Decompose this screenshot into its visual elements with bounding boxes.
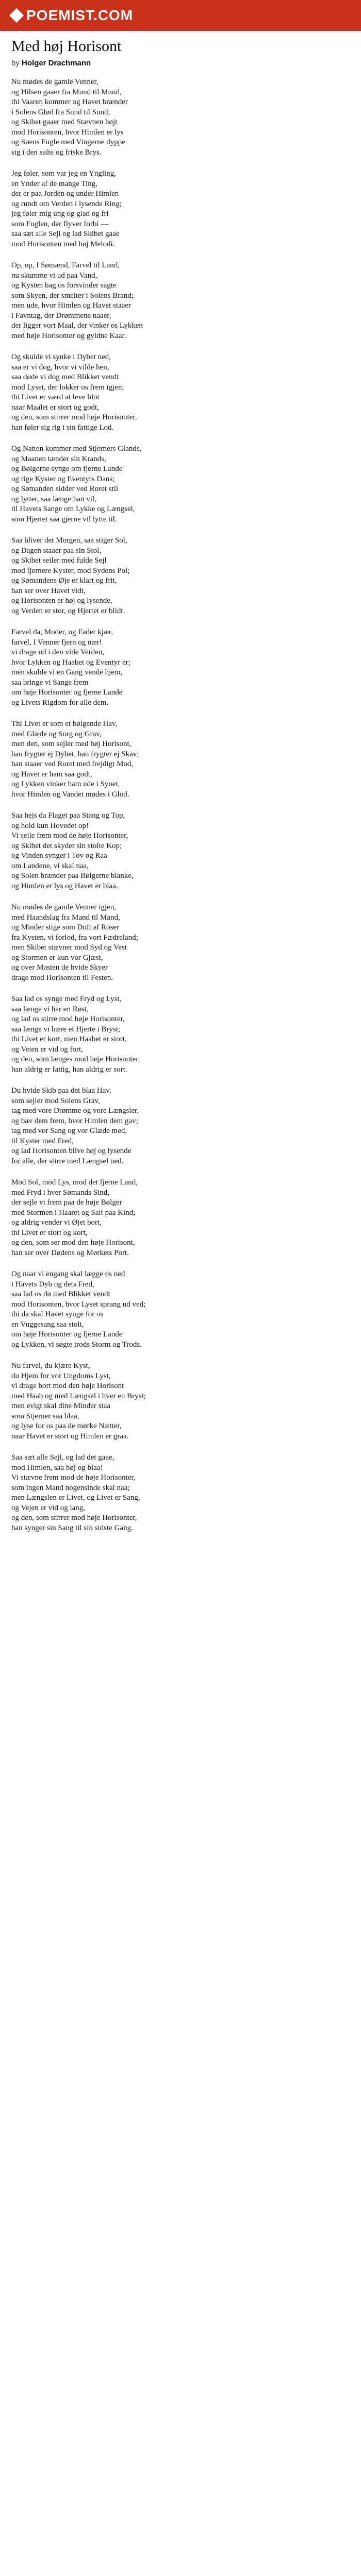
poem-line: Og skulde vi synke i Dybet ned, [11,353,111,361]
poem-line: Op, op, I Sømænd, Farvel til Land, [11,261,120,269]
poem-line: og lad os stirre mod høje Horisonter, [11,1015,125,1023]
poem-stanza [11,77,350,158]
poem-line: og den, som stirrer mod høje Horisonter, [11,1514,137,1522]
poem-line: mod Lyset, der lokker os frem igjen; [11,383,124,392]
poem-line: Vi stævne frem mod de høje Horisonter, [11,1473,136,1482]
poem-line: som Fuglen, der flyver forbi — [11,219,109,228]
poem-line: jeg føler mig ung og glad og fri [11,210,109,218]
poem-line: med høje Horisonter og gyldne Kaar. [11,331,126,340]
poem-stanza [11,444,350,524]
poem-line: men evigt skal dine Minder staa [11,1402,111,1410]
poem-line: thi Livet er værd at leve blot [11,393,100,401]
poem-line: fra Kysten, vi forlod, fra vort Fædreland; [11,933,138,942]
byline-prefix: by [11,59,20,67]
poem-line: thi Vaaren kommer og Havet brænder [11,98,128,106]
poem-line: thi Livet er kort, men Haabet er stort, [11,1035,127,1043]
poem-line: og lytter, saa længe han vil, [11,495,96,503]
poem-line: med Fryd i hver Sømands Sind, [11,1188,109,1197]
poem-line: der ligger vort Maal, der vinker os Lykken [11,321,143,330]
poem-line: saa sæt alle Sejl og lad Skibet gaae [11,230,120,238]
poem-stanza [11,1269,350,1350]
poem-author-link[interactable]: Holger Drachmann [22,59,91,67]
poem-line: saa bringe vi Sange frem [11,678,89,687]
poem-stanza [11,811,350,891]
poem-stanza [11,1453,350,1533]
poem-line: mod Horisonten, hvor Himlen er lys [11,128,124,137]
poem-line: som ingen Mand nogensinde skal naa; [11,1483,130,1492]
poem-line: og aldrig vender vi Øjet bort, [11,1218,102,1227]
poem-line: han aldrig er fattig, han aldrig er sort. [11,1065,127,1074]
poem-line: tag med vore Drømme og vore Længsler, [11,1107,139,1115]
poem-line: og Vinden synger i Tov og Raa [11,852,107,860]
poem-line: han synger sin Sang til sin sidste Gang. [11,1523,133,1532]
poem-line: og bær dem frem, hvor Himlen dem gav; [11,1116,138,1125]
poem-line: og Lykken, vi søgte trods Storm og Trods. [11,1340,142,1349]
poem-line: mod Horisonten, hvor Lyset sprang ud ved; [11,1300,146,1309]
poem-line: med Haab og med Længsel i hver en Bryst; [11,1392,146,1400]
poem-line: i Favntag, der Drømmene naaer, [11,311,111,320]
poem-line: men skulde vi en Gang vende hjem, [11,668,123,676]
poem-line: og Livets Rigdom for alle dem. [11,698,109,707]
poem-line: og den, som ser mod den høje Horisont, [11,1239,135,1247]
poem-line: thi Livet er stort og kort, [11,1228,88,1237]
poem-line: tag med vor Sang og vor Glæde med, [11,1127,127,1135]
poem-line: han ser over Dødens og Mørkets Port. [11,1248,129,1257]
poem-line: saa døde vi dog med Blikket vendt [11,373,119,381]
poem-line: mod fjernere Kyster, mod Sydens Pol; [11,566,130,575]
poem-line: og Skibet gaaer med Stævnen højt [11,118,118,126]
poem-line: for alle, der stirre med Længsel ned. [11,1157,124,1165]
poem-line: Nu farvel, du kjære Kyst, [11,1362,90,1370]
poem-line: og den, som stirrer mod høje Horisonter, [11,413,137,421]
poem-body [11,77,350,1533]
poem-line: Saa bliver det Morgen, saa stiger Sol, [11,536,127,545]
poem-line: og Skibet seiler med fulde Sejl [11,556,107,565]
poem-line: der er paa Jorden og under Himlen [11,190,119,198]
poem-line: om høje Horisonter og fjerne Lande [11,688,123,697]
poem-line: saa lad os dø med Blikket vendt [11,1290,110,1298]
poem-line: han ser over Havet vidt, [11,586,86,595]
poem-line: og lad Horisonten blive høj og lysende [11,1147,132,1155]
poem-line: Mod Sol, mod Lys, mod det fjerne Land, [11,1178,138,1187]
poem-line: og Horisonten er høj og lysende, [11,597,112,605]
poem-title: Med høj Horisont [11,38,122,55]
poem-line: saa længe vi har en Røst, [11,1005,89,1013]
poem-line: Du hvide Skib paa det blaa Hav, [11,1087,111,1095]
poem-line: om høje Horisonter og fjerne Lande [11,1330,123,1338]
poem-line: hvor Lykken og Haabet og Eventyr er; [11,658,130,667]
poem-line: og Himlen er lys og Havet er blaa. [11,882,118,890]
poem-line: Saa hejs da Flaget paa Stang og Top, [11,811,125,820]
poem-line: Jeg føler, som var jeg en Yngling, [11,170,116,178]
poem-stanza [11,719,350,800]
poem-line: og Dagen staaer paa sin Stol, [11,546,102,555]
poem-line: og lyse for os paa de mørke Nætter, [11,1422,122,1430]
poem-stanza [11,352,350,433]
poem-line: til Havets Sange om Lykke og Længsel, [11,505,135,513]
poem-line: og Skibet det skyder sin stolte Kop; [11,841,122,850]
poem-stanza [11,903,350,983]
site-logo[interactable] [11,7,133,24]
poem-line: med Stormen i Haaret og Salt paa Kind; [11,1208,136,1217]
poem-content [11,37,350,1545]
logo-diamond-icon [9,8,24,23]
poem-line: som sejler mod Solens Grav, [11,1096,100,1105]
poem-line: men Længslen er Livet, og Livet er Sang, [11,1494,140,1502]
poem-line: og Veien er vid og fort, [11,1045,83,1054]
poem-line: og Havet er ham saa godt, [11,770,92,778]
poem-line: du Hjem for vor Ungdoms Lyst, [11,1371,111,1380]
poem-line: sig i den salte og friske Brys. [11,148,102,157]
poem-stanza [11,169,350,249]
poem-line: med Glæde og Sorg og Grav, [11,730,102,738]
poem-line: og rige Kyster og Eventyrs Dans; [11,474,115,483]
poem-line: mod Himlen, saa høj og blaa! [11,1463,103,1472]
poem-line: naar Maalet er stort og godt, [11,403,99,412]
poem-line: Og naar vi engang skal lægge os ned [11,1270,125,1278]
poem-line: til Kyster med Fred, [11,1137,74,1145]
poem-line: vi drage bort mod den høje Horisont [11,1382,124,1390]
poem-line: Og Natten kommer med Stjerners Glands, [11,445,142,453]
poem-stanza [11,1361,350,1442]
poem-line: vi drage ud i den vide Verden, [11,648,105,656]
poem-line: saa længe vi bære et Hjerte i Bryst; [11,1025,121,1033]
poem-line: og den, som længes mod høje Horisonter, [11,1055,140,1063]
poem-line: og Maanen tænder sin Krands, [11,454,106,463]
poem-stanza [11,1178,350,1258]
poem-line: i Havets Dyb og dets Fred, [11,1280,94,1289]
poem-line: og rundt om Verden i lysende Ring; [11,199,122,208]
poem-line: og Minder stige som Duft af Roser [11,923,120,931]
poem-line: Farvel da, Moder, og Fader kjær, [11,628,113,636]
poem-line: Vi sejle frem mod de høje Horisonter, [11,832,128,840]
poem-byline [11,58,350,69]
poem-line: men Skibet stævner mod Syd og Vest [11,943,127,952]
poem-line: thi da skal Havet synge for os [11,1310,104,1318]
poem-line: og hold kun Hovedet op! [11,821,89,830]
poem-stanza [11,536,350,616]
poem-line: om Landene, vi skal naa, [11,861,89,870]
poem-line: der sejle vi frem paa de høje Bølger [11,1198,122,1207]
logo-text: POEMIST.COM [26,7,134,23]
poem-line: og Verden er stor, og Hjertet er blidt. [11,606,125,615]
poem-line: og Sømanden sidder ved Roret stil [11,485,119,493]
poem-line: saa er vi dog, hvor vi vilde hen, [11,363,109,371]
poem-line: men ude, hvor Himlen og Havet staaer [11,301,132,310]
poem-line: Nu mødes de gamle Venner, [11,78,99,86]
poem-line: en Vuggesang saa stolt, [11,1320,84,1329]
poem-line: som Stjerner saa blaa, [11,1412,79,1420]
poem-line: og Vejen er vid og lang, [11,1503,86,1512]
poem-line: naar Havet er stort og Himlen er graa. [11,1432,129,1440]
poem-line: i Solens Glød fra Sund til Sund, [11,108,110,116]
poem-stanza [11,1086,350,1166]
poem-line: og Stormen er kun vor Gjæst, [11,953,103,962]
poem-line: og Hilsen gaaer fra Mund til Mund, [11,88,122,96]
poem-line: Nu mødes de gamle Venner igjen, [11,903,117,911]
poem-stanza [11,261,350,341]
poem-line: han føler sig rig i sin fattige Lod. [11,423,114,432]
poem-line: Thi Livet er som et bølgende Hav, [11,720,118,728]
poem-line: og Søens Fugle med Vingerne dyppe [11,138,125,146]
poem-line: og Solen brænder paa Bølgerne blanke, [11,872,134,880]
poem-line: Saa lad os synge med Fryd og Lyst, [11,995,122,1003]
poem-line: drage mod Horisonten til Festen. [11,973,113,982]
poem-line: han staaer ved Roret med frejdigt Mod, [11,760,134,768]
poem-line: og Bølgerne synge om fjerne Lande [11,465,123,473]
poem-line: som Hjertet saa gjerne vil lytte til. [11,515,117,523]
poem-line: en Ynder af de mange Ting, [11,179,97,188]
poem-line: men den, som sejler med høj Horisont, [11,740,132,748]
poem-line: farvel, I Venner fjern og nær! [11,638,102,647]
poem-stanza [11,628,350,708]
poem-line: han frygter ej Dybet, han frygter ej Skav; [11,750,139,758]
poem-line: mod Horisonten med høj Melodi. [11,240,115,248]
top-navigation-bar [0,0,361,31]
poem-line: Saa sæt alle Sejl, og lad det gaae, [11,1453,114,1462]
poem-line: med Haandslag fra Mand til Mand, [11,913,120,922]
poem-stanza [11,994,350,1075]
poem-line: nu skumme vi ud paa Vand, [11,271,97,280]
poem-line: som Skyen, der smelter i Solens Brand; [11,291,134,300]
poem-line: og over Masten de hvide Skyer [11,963,108,972]
poem-line: og Lykken vinker ham ude i Synet, [11,780,120,788]
poem-line: hvor Himlen og Vandet mødes i Glod. [11,790,129,799]
poem-line: og Sømandens Øje er klart og frit, [11,577,117,585]
poem-line: og Kysten bag os forsvinder sagte [11,281,117,290]
